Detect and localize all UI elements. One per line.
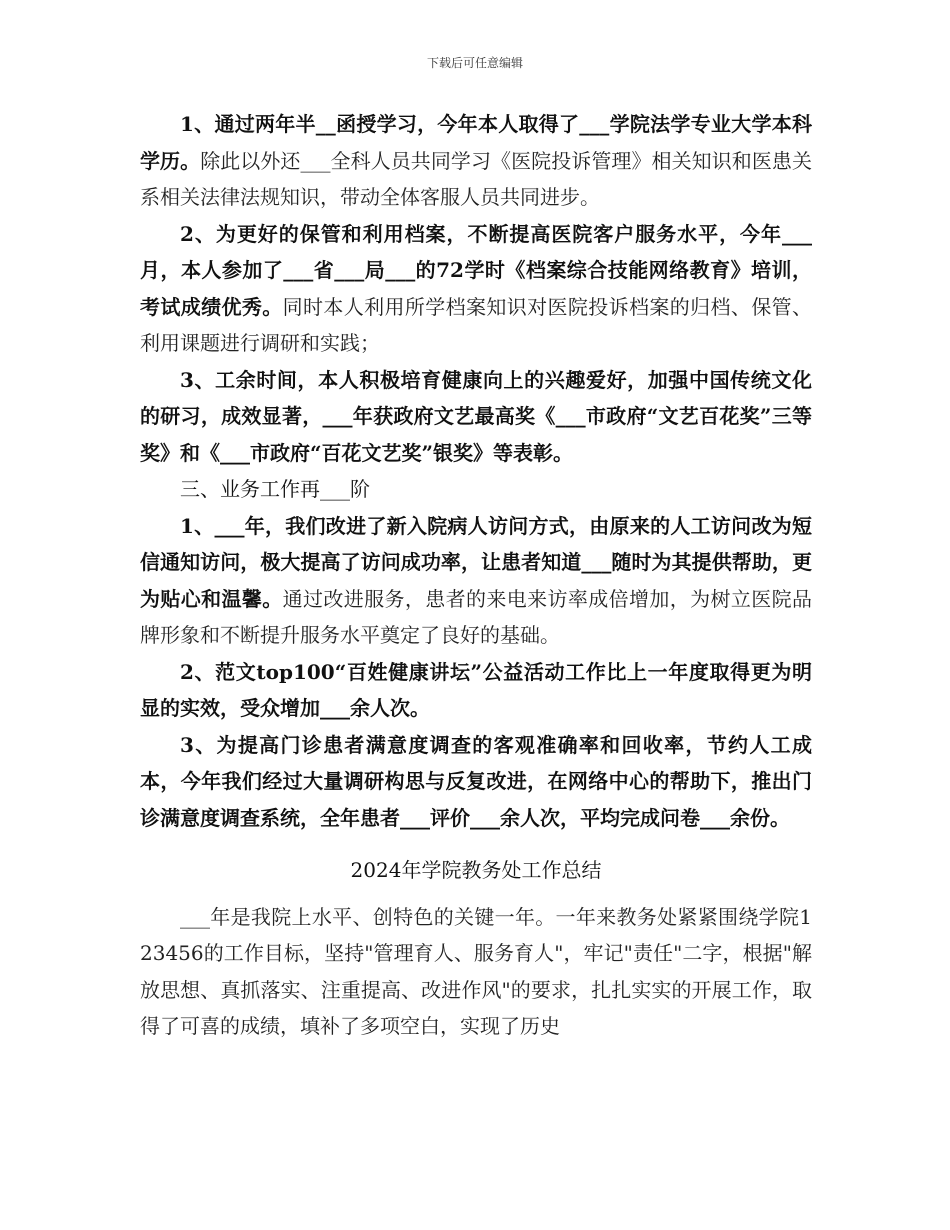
paragraph-1-normal: 除此以外还___全科人员共同学习《医院投诉管理》相关知识和医患关系相关法律法规知识，带动全体客服人员共同进步。 — [140, 148, 812, 209]
paragraph-2-normal: 同时本人利用所学档案知识对医院投诉档案的归档、保管、利用课题进行调研和实践； — [140, 294, 812, 355]
document-body — [140, 106, 812, 1045]
paragraph-6 — [140, 654, 812, 727]
paragraph-5 — [140, 508, 812, 654]
paragraph-1-bold: 1、通过两年半__函授学习，今年本人取得了___学院法学专业大学本科学历。 — [140, 112, 812, 173]
paragraph-4-normal: 三、业务工作再___阶 — [180, 477, 370, 501]
paragraph-2-bold: 2、为更好的保管和利用档案，不断提高医院客户服务水平，今年___月，本人参加了___省___局___的72学时《档案综合技能网络教育》培训，考试成绩优秀。 — [140, 221, 812, 319]
paragraph-5-bold: 1、___年，我们改进了新入院病人访问方式，由原来的人工访问改为短信通知访问，极大提高了访问成功率，让患者知道___随时为其提供帮助，更为贴心和温馨。 — [140, 513, 812, 611]
paragraph-3-bold: 3、工余时间，本人积极培育健康向上的兴趣爱好，加强中国传统文化的研习，成效显著，___年获政府文艺最高奖《___市政府“文艺百花奖”三等奖》和《___市政府“百花文艺奖”银奖》等表彰。 — [140, 367, 812, 465]
article-title: 2024年学院教务处工作总结 — [350, 858, 602, 882]
paragraph-5-normal: 通过改进服务，患者的来电来访率成倍增加，为树立医院品牌形象和不断提升服务水平奠定了良好的基础。 — [140, 586, 812, 647]
article-intro: ___年是我院上水平、创特色的关键一年。一年来教务处紧紧围绕学院123456的工作目标，坚持"管理育人、服务育人"，牢记"责任"二字，根据"解放思想、真抓落实、注重提高、改进作风"的要求，扎扎实实的开展工作，取得了可喜的成绩，填补了多项空白，实现了历史 — [140, 904, 812, 1038]
paragraph-2 — [140, 216, 812, 362]
page-header: 下载后可任意编辑 — [426, 56, 523, 70]
paragraph-3 — [140, 362, 812, 472]
paragraph-7 — [140, 727, 812, 837]
paragraph-1 — [140, 106, 812, 216]
paragraph-7-bold: 3、为提高门诊患者满意度调查的客观准确率和回收率，节约人工成本，今年我们经过大量调研构思与反复改进，在网络中心的帮助下，推出门诊满意度调查系统，全年患者___评价___余人次，平均完成问卷___余份。 — [140, 732, 812, 830]
paragraph-6-bold: 2、范文top100“百姓健康讲坛”公益活动工作比上一年度取得更为明显的实效，受众增加___余人次。 — [140, 659, 812, 720]
section-heading-3 — [140, 471, 812, 508]
